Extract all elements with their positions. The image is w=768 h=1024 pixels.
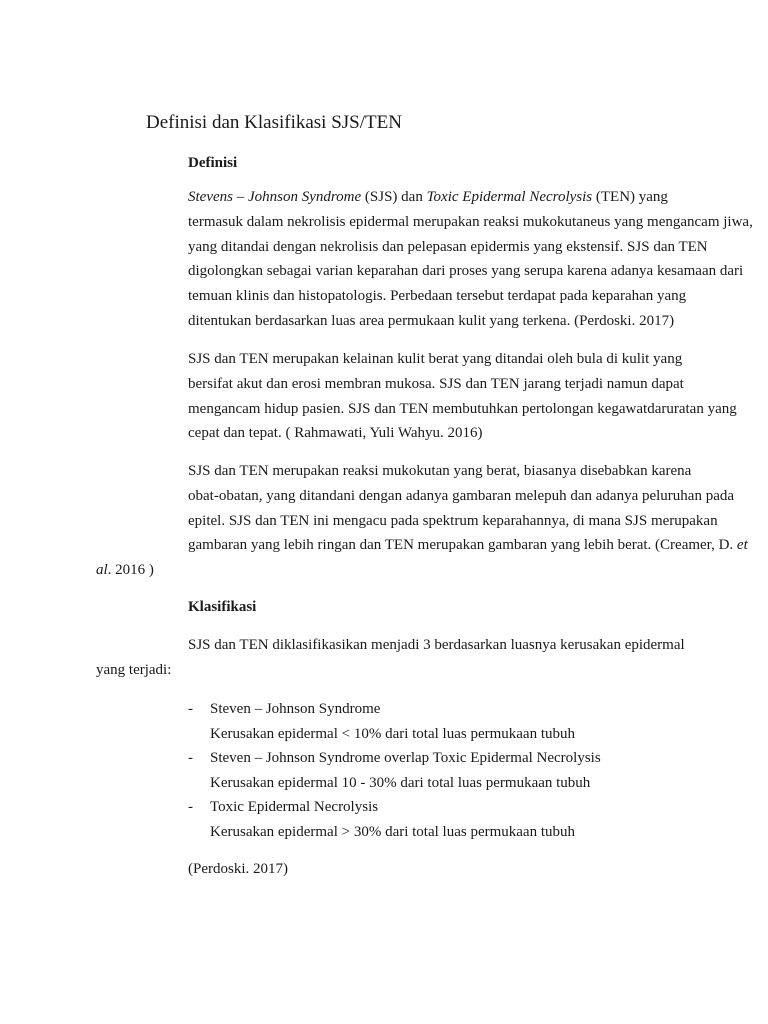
paragraph-definisi-1 bbox=[142, 185, 753, 334]
text-span: . 2016 ) bbox=[107, 562, 154, 579]
paragraph-definisi-3 bbox=[96, 459, 748, 583]
list-item-description: Kerusakan epidermal > 30% dari total luas permukaan tubuh bbox=[210, 823, 576, 840]
citation: (Perdoski. 2017) bbox=[188, 861, 288, 877]
paragraph-line: SJS dan TEN merupakan kelainan kulit berat yang ditandai oleh bula di kulit yang bbox=[188, 351, 683, 367]
list-item-description: Kerusakan epidermal 10 - 30% dari total luas permukaan tubuh bbox=[210, 774, 591, 791]
paragraph-line bbox=[142, 185, 682, 210]
paragraph-line: obat-obatan, yang ditandani dengan adanya gambaran melepuh dan adanya peluruhan pada bbox=[188, 487, 735, 504]
paragraph-line: termasuk dalam nekrolisis epidermal merupakan reaksi mukokutaneus yang mengancam jiwa, bbox=[188, 213, 753, 230]
paragraph-line: ditentukan berdasarkan luas area permukaan kulit yang terkena. (Perdoski. 2017) bbox=[188, 312, 675, 329]
paragraph-line bbox=[96, 558, 682, 583]
classification-list bbox=[188, 697, 601, 844]
italic-term: et bbox=[736, 537, 748, 554]
paragraph-line: yang terjadi: bbox=[96, 661, 172, 678]
paragraph-klasifikasi-intro bbox=[96, 633, 685, 683]
text-span: (SJS) dan bbox=[361, 189, 427, 205]
section-heading-klasifikasi: Klasifikasi bbox=[188, 599, 257, 615]
paragraph-line: mengancam hidup pasien. SJS dan TEN membutuhkan pertolongan kegawatdaruratan yang bbox=[188, 400, 737, 417]
text-span: gambaran yang lebih ringan dan TEN merupakan gambaran yang lebih berat. (Creamer, D. bbox=[188, 537, 737, 554]
list-dash: - bbox=[188, 701, 193, 717]
paragraph-line: temuan klinis dan histopatologis. Perbedaan tersebut terdapat pada keparahan yang bbox=[188, 288, 687, 305]
text-span: (TEN) yang bbox=[592, 189, 668, 205]
paragraph-line: cepat dan tepat. ( Rahmawati, Yuli Wahyu. 2016) bbox=[188, 425, 483, 442]
italic-term: al bbox=[96, 562, 108, 579]
list-item-title: Steven – Johnson Syndrome bbox=[210, 701, 381, 717]
paragraph-line: yang ditandai dengan nekrolisis dan pelepasan epidermis yang ekstensif. SJS dan TEN bbox=[188, 238, 708, 255]
paragraph-line: bersifat akut dan erosi membran mukosa. SJS dan TEN jarang terjadi namun dapat bbox=[188, 375, 684, 392]
document-title: Definisi dan Klasifikasi SJS/TEN bbox=[146, 112, 402, 133]
list-item-title: Toxic Epidermal Necrolysis bbox=[210, 799, 379, 815]
section-heading-definisi: Definisi bbox=[188, 155, 238, 171]
paragraph-definisi-2 bbox=[142, 347, 737, 446]
paragraph-line: SJS dan TEN diklasifikasikan menjadi 3 berdasarkan luasnya kerusakan epidermal bbox=[188, 637, 685, 653]
list-item bbox=[188, 697, 601, 746]
list-item-title: Steven – Johnson Syndrome overlap Toxic Epidermal Necrolysis bbox=[210, 750, 601, 766]
paragraph-line: SJS dan TEN merupakan reaksi mukokutan yang berat, biasanya disebabkan karena bbox=[188, 463, 692, 479]
paragraph-line: digolongkan sebagai varian keparahan dari proses yang serupa karena adanya kesamaan dari bbox=[188, 263, 744, 280]
list-item bbox=[188, 746, 601, 795]
paragraph-line: epitel. SJS dan TEN ini mengacu pada spektrum keparahannya, di mana SJS merupakan bbox=[188, 512, 718, 529]
paragraph-line bbox=[142, 533, 748, 558]
list-dash: - bbox=[188, 799, 193, 815]
italic-term: Toxic Epidermal Necrolysis bbox=[426, 189, 593, 205]
list-dash: - bbox=[188, 750, 193, 766]
list-item bbox=[188, 795, 601, 844]
italic-term: Stevens – Johnson Syndrome bbox=[188, 189, 362, 205]
list-item-description: Kerusakan epidermal < 10% dari total luas permukaan tubuh bbox=[210, 725, 576, 742]
